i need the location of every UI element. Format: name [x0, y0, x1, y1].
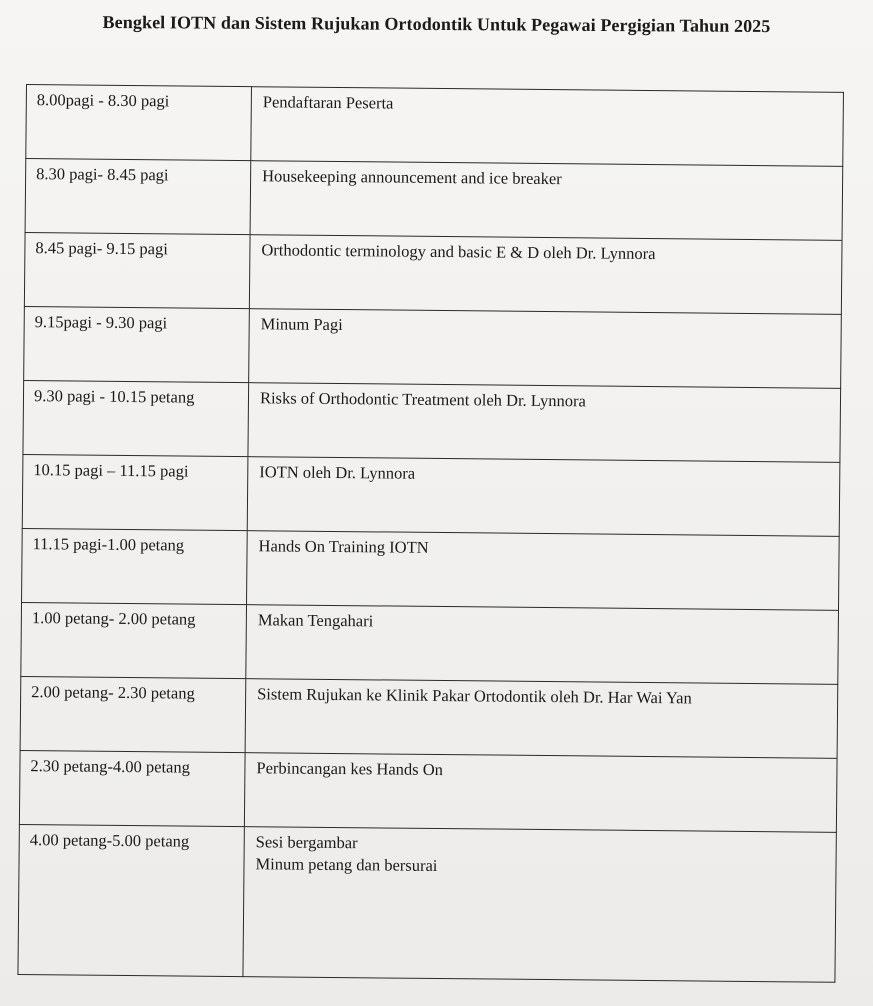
activity-cell	[245, 679, 838, 759]
document-title: Bengkel IOTN dan Sistem Rujukan Ortodontik Untuk Pegawai Pergigian Tahun 2025	[102, 11, 771, 37]
table-row	[21, 602, 839, 684]
activity-cell	[244, 753, 837, 833]
time-cell: 10.15 pagi – 11.15 pagi	[22, 454, 248, 530]
time-cell: 2.30 petang-4.00 petang	[19, 750, 245, 826]
table-row	[24, 306, 842, 388]
activity-text: Perbincangan kes Hands On	[256, 758, 444, 780]
activity-text: Minum Pagi	[260, 314, 343, 335]
activity-cell	[243, 827, 836, 983]
table-row	[25, 159, 843, 241]
table-row	[22, 454, 840, 536]
activity-cell	[246, 605, 839, 685]
time-cell: 9.15pagi - 9.30 pagi	[24, 306, 250, 382]
activity-cell	[250, 161, 843, 241]
time-cell: 2.00 petang- 2.30 petang	[20, 676, 246, 752]
activity-text: Sesi bergambar	[255, 832, 358, 853]
table-row	[19, 750, 837, 832]
activity-text: Housekeeping announcement and ice breaker	[262, 166, 562, 189]
table-row	[23, 380, 841, 462]
activity-text: Orthodontic terminology and basic E & D oleh Dr. Lynnora	[261, 240, 656, 264]
activity-cell	[249, 235, 842, 315]
table-row	[26, 85, 844, 167]
activity-cell	[247, 457, 840, 537]
activity-cell	[251, 87, 844, 167]
time-cell: 11.15 pagi-1.00 petang	[22, 528, 248, 604]
activity-cell	[247, 531, 840, 611]
table-row	[22, 528, 840, 610]
activity-text: Makan Tengahari	[257, 610, 374, 631]
activity-text: Risks of Orthodontic Treatment oleh Dr. Lynnora	[259, 388, 586, 411]
time-cell: 8.45 pagi- 9.15 pagi	[24, 232, 250, 308]
activity-cell	[249, 309, 842, 389]
activity-cell	[248, 383, 841, 463]
time-cell: 4.00 petang-5.00 petang	[18, 824, 244, 976]
activity-text: Sistem Rujukan ke Klinik Pakar Ortodontik oleh Dr. Har Wai Yan	[257, 684, 692, 708]
schedule-table	[17, 84, 844, 983]
table-row	[24, 232, 842, 314]
time-cell: 8.30 pagi- 8.45 pagi	[25, 159, 251, 235]
time-cell: 9.30 pagi - 10.15 petang	[23, 380, 249, 456]
activity-text: Pendaftaran Peserta	[262, 92, 394, 113]
table-row	[18, 824, 836, 982]
activity-text: IOTN oleh Dr. Lynnora	[259, 462, 416, 483]
table-row	[20, 676, 838, 758]
time-cell: 8.00pagi - 8.30 pagi	[26, 85, 252, 161]
activity-text: Minum petang dan bersurai	[255, 854, 438, 875]
activity-text: Hands On Training IOTN	[258, 536, 429, 557]
time-cell: 1.00 petang- 2.00 petang	[21, 602, 247, 678]
